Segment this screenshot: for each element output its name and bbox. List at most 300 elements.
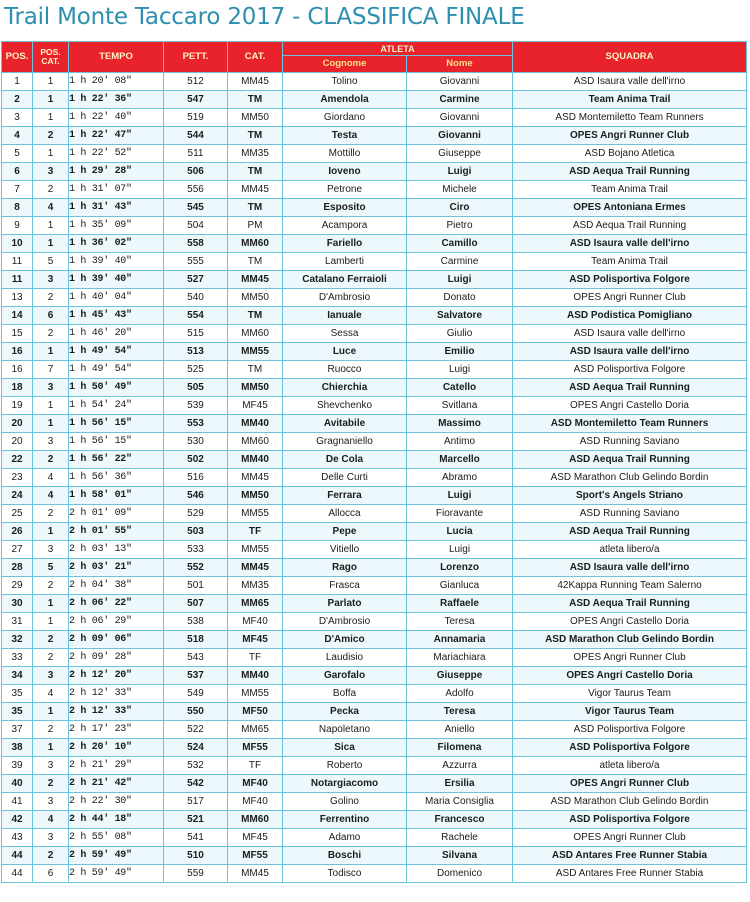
table-row bbox=[2, 595, 747, 613]
cell-tempo: 2 h 12' 33" bbox=[69, 703, 164, 721]
cell-cognome: Notargiacomo bbox=[283, 775, 407, 793]
cell-tempo: 1 h 31' 07" bbox=[69, 181, 164, 199]
cell-squadra: OPES Angri Runner Club bbox=[513, 649, 747, 667]
cell-tempo: 1 h 22' 47" bbox=[69, 127, 164, 145]
cell-cat: PM bbox=[228, 217, 283, 235]
cell-nome: Michele bbox=[407, 181, 513, 199]
table-body bbox=[2, 73, 747, 883]
cell-pett: 522 bbox=[164, 721, 228, 739]
cell-cat: MM45 bbox=[228, 181, 283, 199]
cell-pos-cat: 6 bbox=[33, 307, 69, 325]
cell-squadra: OPES Angri Runner Club bbox=[513, 775, 747, 793]
cell-squadra: OPES Angri Castello Doria bbox=[513, 667, 747, 685]
cell-squadra: ASD Aequa Trail Running bbox=[513, 217, 747, 235]
cell-pos: 25 bbox=[2, 505, 33, 523]
cell-squadra: ASD Aequa Trail Running bbox=[513, 451, 747, 469]
cell-pett: 513 bbox=[164, 343, 228, 361]
cell-pett: 555 bbox=[164, 253, 228, 271]
cell-cognome: Rago bbox=[283, 559, 407, 577]
table-row bbox=[2, 307, 747, 325]
cell-pos-cat: 4 bbox=[33, 811, 69, 829]
cell-pos: 37 bbox=[2, 721, 33, 739]
table-row bbox=[2, 433, 747, 451]
table-row bbox=[2, 649, 747, 667]
cell-nome: Luigi bbox=[407, 163, 513, 181]
cell-squadra: OPES Antoniana Ermes bbox=[513, 199, 747, 217]
header-cognome: Cognome bbox=[283, 56, 407, 73]
cell-nome: Giovanni bbox=[407, 73, 513, 91]
table-row bbox=[2, 847, 747, 865]
cell-pos: 13 bbox=[2, 289, 33, 307]
table-row bbox=[2, 559, 747, 577]
cell-pos: 38 bbox=[2, 739, 33, 757]
table-row bbox=[2, 253, 747, 271]
cell-cognome: Pecka bbox=[283, 703, 407, 721]
table-row bbox=[2, 865, 747, 883]
cell-pos: 8 bbox=[2, 199, 33, 217]
table-row bbox=[2, 217, 747, 235]
table-row bbox=[2, 685, 747, 703]
cell-nome: Giuseppe bbox=[407, 667, 513, 685]
cell-cat: MM65 bbox=[228, 595, 283, 613]
cell-pos-cat: 2 bbox=[33, 289, 69, 307]
cell-tempo: 2 h 01' 09" bbox=[69, 505, 164, 523]
cell-pett: 506 bbox=[164, 163, 228, 181]
cell-nome: Teresa bbox=[407, 703, 513, 721]
cell-pos-cat: 1 bbox=[33, 343, 69, 361]
cell-tempo: 2 h 59' 49" bbox=[69, 865, 164, 883]
table-row bbox=[2, 541, 747, 559]
cell-cat: MM45 bbox=[228, 73, 283, 91]
cell-tempo: 1 h 56' 15" bbox=[69, 433, 164, 451]
cell-nome: Antimo bbox=[407, 433, 513, 451]
cell-pett: 524 bbox=[164, 739, 228, 757]
cell-pos-cat: 2 bbox=[33, 649, 69, 667]
cell-pos: 27 bbox=[2, 541, 33, 559]
cell-squadra: ASD Antares Free Runner Stabia bbox=[513, 865, 747, 883]
cell-squadra: ASD Montemiletto Team Runners bbox=[513, 415, 747, 433]
cell-cat: MF40 bbox=[228, 775, 283, 793]
table-row bbox=[2, 199, 747, 217]
cell-cat: MM40 bbox=[228, 415, 283, 433]
cell-cat: MF40 bbox=[228, 613, 283, 631]
cell-pett: 553 bbox=[164, 415, 228, 433]
table-row bbox=[2, 235, 747, 253]
cell-nome: Azzurra bbox=[407, 757, 513, 775]
cell-pett: 545 bbox=[164, 199, 228, 217]
cell-pos: 35 bbox=[2, 685, 33, 703]
cell-cognome: Napoletano bbox=[283, 721, 407, 739]
cell-squadra: OPES Angri Runner Club bbox=[513, 289, 747, 307]
cell-cat: TM bbox=[228, 253, 283, 271]
cell-cognome: Vitiello bbox=[283, 541, 407, 559]
cell-pos-cat: 2 bbox=[33, 847, 69, 865]
cell-nome: Annamaria bbox=[407, 631, 513, 649]
cell-pos: 42 bbox=[2, 811, 33, 829]
cell-pos-cat: 2 bbox=[33, 775, 69, 793]
results-table bbox=[1, 41, 747, 883]
cell-pos-cat: 1 bbox=[33, 91, 69, 109]
cell-pos: 20 bbox=[2, 415, 33, 433]
cell-tempo: 2 h 17' 23" bbox=[69, 721, 164, 739]
cell-nome: Mariachiara bbox=[407, 649, 513, 667]
table-row bbox=[2, 109, 747, 127]
cell-pos: 9 bbox=[2, 217, 33, 235]
cell-squadra: ASD Polisportiva Folgore bbox=[513, 721, 747, 739]
cell-pos: 44 bbox=[2, 847, 33, 865]
cell-tempo: 2 h 06' 29" bbox=[69, 613, 164, 631]
cell-pett: 539 bbox=[164, 397, 228, 415]
cell-squadra: ASD Isaura valle dell'irno bbox=[513, 343, 747, 361]
cell-tempo: 1 h 54' 24" bbox=[69, 397, 164, 415]
cell-tempo: 1 h 45' 43" bbox=[69, 307, 164, 325]
header-tempo: TEMPO bbox=[69, 42, 164, 73]
cell-cognome: Ianuale bbox=[283, 307, 407, 325]
table-row bbox=[2, 163, 747, 181]
cell-pett: 547 bbox=[164, 91, 228, 109]
cell-cat: MM55 bbox=[228, 343, 283, 361]
cell-squadra: OPES Angri Castello Doria bbox=[513, 397, 747, 415]
cell-tempo: 1 h 35' 09" bbox=[69, 217, 164, 235]
cell-cognome: Ruocco bbox=[283, 361, 407, 379]
cell-cat: MF45 bbox=[228, 397, 283, 415]
table-row bbox=[2, 577, 747, 595]
cell-squadra: ASD Bojano Atletica bbox=[513, 145, 747, 163]
cell-squadra: Vigor Taurus Team bbox=[513, 703, 747, 721]
cell-pos-cat: 1 bbox=[33, 235, 69, 253]
cell-nome: Fioravante bbox=[407, 505, 513, 523]
cell-pos: 7 bbox=[2, 181, 33, 199]
cell-tempo: 1 h 50' 49" bbox=[69, 379, 164, 397]
cell-tempo: 1 h 22' 36" bbox=[69, 91, 164, 109]
cell-cat: MF45 bbox=[228, 829, 283, 847]
cell-tempo: 1 h 39' 40" bbox=[69, 271, 164, 289]
cell-pett: 518 bbox=[164, 631, 228, 649]
cell-pos: 44 bbox=[2, 865, 33, 883]
cell-nome: Silvana bbox=[407, 847, 513, 865]
cell-pett: 537 bbox=[164, 667, 228, 685]
cell-cat: MF50 bbox=[228, 703, 283, 721]
header-pett: PETT. bbox=[164, 42, 228, 73]
cell-cognome: Gragnaniello bbox=[283, 433, 407, 451]
cell-pos: 2 bbox=[2, 91, 33, 109]
header-pos: POS. bbox=[2, 42, 33, 73]
cell-pett: 550 bbox=[164, 703, 228, 721]
cell-tempo: 1 h 20' 08" bbox=[69, 73, 164, 91]
cell-pos: 34 bbox=[2, 667, 33, 685]
cell-cognome: Mottillo bbox=[283, 145, 407, 163]
cell-tempo: 1 h 56' 36" bbox=[69, 469, 164, 487]
cell-cognome: De Cola bbox=[283, 451, 407, 469]
cell-tempo: 2 h 55' 08" bbox=[69, 829, 164, 847]
cell-cat: MM65 bbox=[228, 721, 283, 739]
cell-pos: 4 bbox=[2, 127, 33, 145]
cell-pos: 35 bbox=[2, 703, 33, 721]
cell-squadra: ASD Marathon Club Gelindo Bordin bbox=[513, 793, 747, 811]
header-atleta: ATLETA bbox=[283, 42, 513, 56]
cell-tempo: 2 h 12' 33" bbox=[69, 685, 164, 703]
cell-pett: 510 bbox=[164, 847, 228, 865]
cell-cat: MF45 bbox=[228, 631, 283, 649]
cell-pos-cat: 4 bbox=[33, 487, 69, 505]
cell-nome: Giovanni bbox=[407, 127, 513, 145]
cell-pos-cat: 3 bbox=[33, 271, 69, 289]
cell-cognome: D'Ambrosio bbox=[283, 289, 407, 307]
cell-cognome: Tolino bbox=[283, 73, 407, 91]
cell-pos-cat: 3 bbox=[33, 163, 69, 181]
cell-cognome: Luce bbox=[283, 343, 407, 361]
cell-tempo: 2 h 44' 18" bbox=[69, 811, 164, 829]
cell-pett: 544 bbox=[164, 127, 228, 145]
cell-pett: 533 bbox=[164, 541, 228, 559]
cell-pos: 19 bbox=[2, 397, 33, 415]
header-pos-cat: POS. CAT. bbox=[33, 42, 69, 73]
cell-nome: Gianluca bbox=[407, 577, 513, 595]
cell-pett: 559 bbox=[164, 865, 228, 883]
cell-pos: 40 bbox=[2, 775, 33, 793]
cell-pos-cat: 2 bbox=[33, 181, 69, 199]
table-row bbox=[2, 613, 747, 631]
cell-squadra: 42Kappa Running Team Salerno bbox=[513, 577, 747, 595]
cell-pett: 507 bbox=[164, 595, 228, 613]
cell-squadra: ASD Running Saviano bbox=[513, 433, 747, 451]
cell-squadra: ASD Isaura valle dell'irno bbox=[513, 559, 747, 577]
cell-squadra: ASD Polisportiva Folgore bbox=[513, 811, 747, 829]
table-row bbox=[2, 703, 747, 721]
cell-pett: 556 bbox=[164, 181, 228, 199]
cell-pett: 532 bbox=[164, 757, 228, 775]
cell-pett: 549 bbox=[164, 685, 228, 703]
cell-pett: 538 bbox=[164, 613, 228, 631]
cell-pos-cat: 1 bbox=[33, 397, 69, 415]
cell-pos: 26 bbox=[2, 523, 33, 541]
cell-squadra: atleta libero/a bbox=[513, 541, 747, 559]
cell-pos: 16 bbox=[2, 361, 33, 379]
cell-pos: 43 bbox=[2, 829, 33, 847]
cell-squadra: OPES Angri Castello Doria bbox=[513, 613, 747, 631]
table-row bbox=[2, 91, 747, 109]
cell-cat: MM60 bbox=[228, 811, 283, 829]
cell-cat: TF bbox=[228, 757, 283, 775]
cell-tempo: 1 h 56' 22" bbox=[69, 451, 164, 469]
header-squadra: SQUADRA bbox=[513, 42, 747, 73]
cell-nome: Ciro bbox=[407, 199, 513, 217]
cell-pos: 5 bbox=[2, 145, 33, 163]
cell-cognome: Pepe bbox=[283, 523, 407, 541]
cell-cognome: Ferrentino bbox=[283, 811, 407, 829]
cell-squadra: Vigor Taurus Team bbox=[513, 685, 747, 703]
cell-cat: MM50 bbox=[228, 487, 283, 505]
cell-pett: 530 bbox=[164, 433, 228, 451]
cell-pett: 529 bbox=[164, 505, 228, 523]
cell-tempo: 1 h 49' 54" bbox=[69, 361, 164, 379]
cell-pos-cat: 3 bbox=[33, 433, 69, 451]
cell-pos-cat: 5 bbox=[33, 559, 69, 577]
cell-squadra: ASD Aequa Trail Running bbox=[513, 379, 747, 397]
cell-pos-cat: 5 bbox=[33, 253, 69, 271]
cell-cat: TM bbox=[228, 163, 283, 181]
cell-nome: Luigi bbox=[407, 487, 513, 505]
cell-squadra: ASD Isaura valle dell'irno bbox=[513, 235, 747, 253]
cell-nome: Salvatore bbox=[407, 307, 513, 325]
cell-pos-cat: 1 bbox=[33, 415, 69, 433]
cell-cat: MM45 bbox=[228, 559, 283, 577]
cell-pos: 39 bbox=[2, 757, 33, 775]
cell-tempo: 1 h 22' 40" bbox=[69, 109, 164, 127]
cell-tempo: 2 h 04' 38" bbox=[69, 577, 164, 595]
cell-pos-cat: 2 bbox=[33, 451, 69, 469]
cell-squadra: OPES Angri Runner Club bbox=[513, 829, 747, 847]
cell-pett: 505 bbox=[164, 379, 228, 397]
cell-pett: 504 bbox=[164, 217, 228, 235]
cell-cat: MM50 bbox=[228, 379, 283, 397]
cell-cognome: Lamberti bbox=[283, 253, 407, 271]
cell-cat: TM bbox=[228, 199, 283, 217]
table-row bbox=[2, 145, 747, 163]
cell-cognome: Acampora bbox=[283, 217, 407, 235]
cell-pos-cat: 4 bbox=[33, 469, 69, 487]
cell-cat: MM45 bbox=[228, 469, 283, 487]
cell-pos: 10 bbox=[2, 235, 33, 253]
table-row bbox=[2, 397, 747, 415]
cell-squadra: ASD Isaura valle dell'irno bbox=[513, 73, 747, 91]
cell-cat: MM50 bbox=[228, 109, 283, 127]
cell-nome: Carmine bbox=[407, 253, 513, 271]
cell-pos-cat: 6 bbox=[33, 865, 69, 883]
cell-cognome: Ferrara bbox=[283, 487, 407, 505]
cell-tempo: 2 h 01' 55" bbox=[69, 523, 164, 541]
cell-pos: 20 bbox=[2, 433, 33, 451]
cell-cat: MM45 bbox=[228, 271, 283, 289]
cell-squadra: Sport's Angels Striano bbox=[513, 487, 747, 505]
cell-pett: 527 bbox=[164, 271, 228, 289]
table-row bbox=[2, 289, 747, 307]
cell-cognome: Parlato bbox=[283, 595, 407, 613]
cell-cognome: Fariello bbox=[283, 235, 407, 253]
cell-tempo: 2 h 06' 22" bbox=[69, 595, 164, 613]
cell-pos-cat: 1 bbox=[33, 73, 69, 91]
table-row bbox=[2, 829, 747, 847]
cell-cat: TM bbox=[228, 91, 283, 109]
cell-pos: 33 bbox=[2, 649, 33, 667]
cell-cat: MM45 bbox=[228, 865, 283, 883]
cell-cognome: Golino bbox=[283, 793, 407, 811]
cell-pett: 515 bbox=[164, 325, 228, 343]
cell-pos: 41 bbox=[2, 793, 33, 811]
table-header bbox=[2, 42, 747, 73]
cell-squadra: ASD Marathon Club Gelindo Bordin bbox=[513, 631, 747, 649]
cell-cognome: Frasca bbox=[283, 577, 407, 595]
cell-pos-cat: 2 bbox=[33, 325, 69, 343]
cell-pett: 511 bbox=[164, 145, 228, 163]
cell-cognome: Laudisio bbox=[283, 649, 407, 667]
cell-cognome: Petrone bbox=[283, 181, 407, 199]
cell-tempo: 1 h 29' 28" bbox=[69, 163, 164, 181]
cell-cat: MM55 bbox=[228, 685, 283, 703]
cell-cognome: Adamo bbox=[283, 829, 407, 847]
cell-pos-cat: 2 bbox=[33, 721, 69, 739]
page-title: Trail Monte Taccaro 2017 - CLASSIFICA FINALE bbox=[4, 4, 525, 30]
cell-cognome: Garofalo bbox=[283, 667, 407, 685]
cell-pos-cat: 3 bbox=[33, 793, 69, 811]
cell-pos-cat: 2 bbox=[33, 505, 69, 523]
cell-pos-cat: 4 bbox=[33, 199, 69, 217]
cell-tempo: 2 h 09' 28" bbox=[69, 649, 164, 667]
cell-cognome: Catalano Ferraioli bbox=[283, 271, 407, 289]
cell-cognome: Testa bbox=[283, 127, 407, 145]
cell-nome: Domenico bbox=[407, 865, 513, 883]
table-row bbox=[2, 667, 747, 685]
cell-tempo: 2 h 22' 30" bbox=[69, 793, 164, 811]
table-row bbox=[2, 271, 747, 289]
cell-nome: Catello bbox=[407, 379, 513, 397]
cell-tempo: 2 h 59' 49" bbox=[69, 847, 164, 865]
cell-pos: 29 bbox=[2, 577, 33, 595]
cell-pos-cat: 1 bbox=[33, 613, 69, 631]
cell-squadra: OPES Angri Runner Club bbox=[513, 127, 747, 145]
cell-pos-cat: 1 bbox=[33, 739, 69, 757]
cell-nome: Lucia bbox=[407, 523, 513, 541]
cell-nome: Donato bbox=[407, 289, 513, 307]
cell-cognome: Boschi bbox=[283, 847, 407, 865]
table-row bbox=[2, 811, 747, 829]
cell-cognome: Shevchenko bbox=[283, 397, 407, 415]
cell-nome: Giovanni bbox=[407, 109, 513, 127]
cell-nome: Aniello bbox=[407, 721, 513, 739]
cell-nome: Francesco bbox=[407, 811, 513, 829]
cell-tempo: 2 h 21' 29" bbox=[69, 757, 164, 775]
table-row bbox=[2, 343, 747, 361]
cell-cat: MF40 bbox=[228, 793, 283, 811]
cell-cognome: Allocca bbox=[283, 505, 407, 523]
cell-pett: 542 bbox=[164, 775, 228, 793]
cell-pos-cat: 2 bbox=[33, 577, 69, 595]
cell-nome: Lorenzo bbox=[407, 559, 513, 577]
cell-pos-cat: 3 bbox=[33, 541, 69, 559]
cell-cat: TF bbox=[228, 649, 283, 667]
cell-pos: 6 bbox=[2, 163, 33, 181]
table-row bbox=[2, 487, 747, 505]
cell-cat: MF55 bbox=[228, 739, 283, 757]
cell-cat: TM bbox=[228, 127, 283, 145]
cell-cat: MM35 bbox=[228, 145, 283, 163]
cell-pett: 543 bbox=[164, 649, 228, 667]
cell-tempo: 1 h 40' 04" bbox=[69, 289, 164, 307]
cell-squadra: ASD Polisportiva Folgore bbox=[513, 361, 747, 379]
cell-pett: 521 bbox=[164, 811, 228, 829]
cell-cognome: Roberto bbox=[283, 757, 407, 775]
cell-cat: MM40 bbox=[228, 451, 283, 469]
cell-cat: MM60 bbox=[228, 433, 283, 451]
cell-pos: 23 bbox=[2, 469, 33, 487]
cell-nome: Massimo bbox=[407, 415, 513, 433]
cell-nome: Pietro bbox=[407, 217, 513, 235]
table-row bbox=[2, 379, 747, 397]
cell-cognome: Amendola bbox=[283, 91, 407, 109]
cell-squadra: Team Anima Trail bbox=[513, 181, 747, 199]
cell-pos-cat: 3 bbox=[33, 667, 69, 685]
cell-squadra: ASD Polisportiva Folgore bbox=[513, 739, 747, 757]
cell-squadra: ASD Marathon Club Gelindo Bordin bbox=[513, 469, 747, 487]
cell-pett: 546 bbox=[164, 487, 228, 505]
cell-nome: Adolfo bbox=[407, 685, 513, 703]
cell-cognome: Sessa bbox=[283, 325, 407, 343]
cell-cat: MM35 bbox=[228, 577, 283, 595]
cell-tempo: 2 h 21' 42" bbox=[69, 775, 164, 793]
cell-nome: Luigi bbox=[407, 361, 513, 379]
cell-pos-cat: 1 bbox=[33, 109, 69, 127]
table-row bbox=[2, 523, 747, 541]
